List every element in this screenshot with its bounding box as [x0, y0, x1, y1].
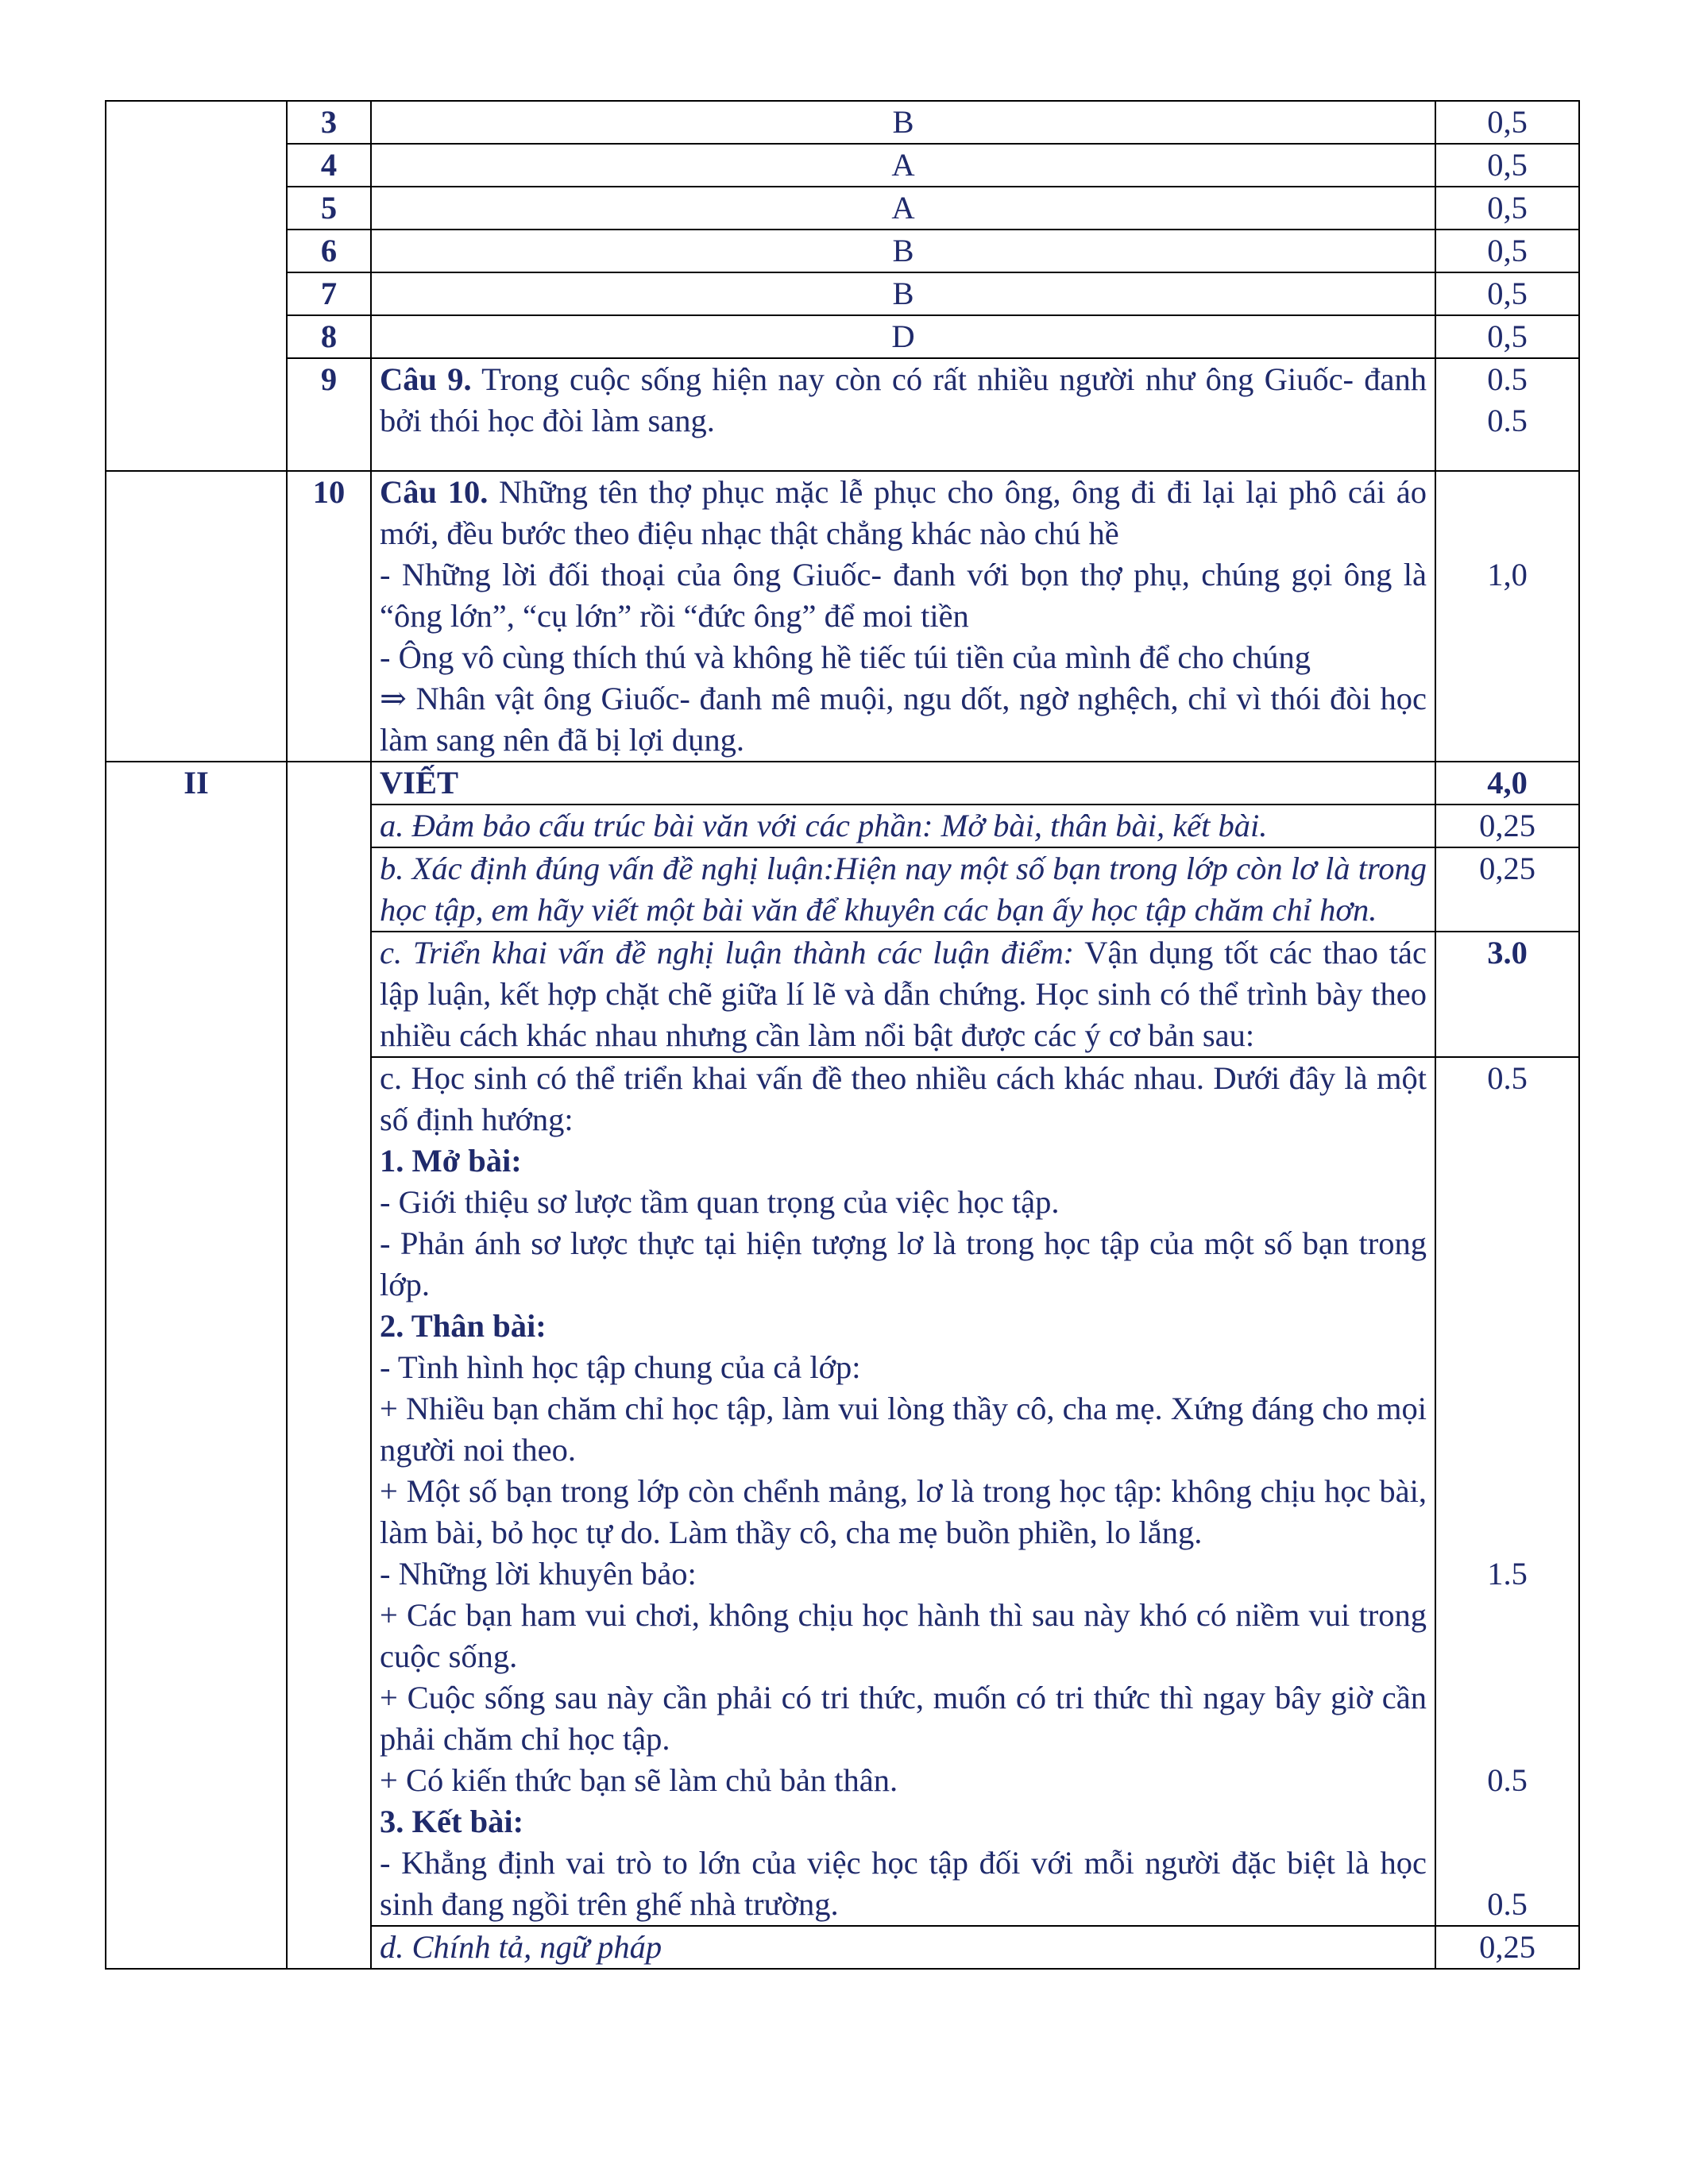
answer-cell: B	[371, 230, 1435, 272]
question-number: 6	[287, 230, 371, 272]
score-value: 1.5	[1487, 1556, 1528, 1592]
table-row	[106, 187, 1579, 230]
score-value: 0.5	[1487, 1762, 1528, 1798]
question-label: Câu 10.	[380, 474, 489, 510]
score-value: 0.5	[1487, 403, 1528, 438]
heading-mo-bai: 1. Mở bài:	[380, 1143, 522, 1179]
table-row	[106, 101, 1579, 144]
detail-line: + Cuộc sống sau này cần phải có tri thức, muốn có tri thức thì ngay bây giờ cần phải chăm chỉ học tập.	[380, 1680, 1427, 1757]
section-cell	[106, 101, 287, 471]
answer-bullet: - Ông vô cùng thích thú và không hề tiếc túi tiền của mình để cho chúng	[380, 639, 1311, 675]
answer-cell: B	[371, 272, 1435, 315]
score-cell: 0,5	[1435, 315, 1579, 358]
question-number: 3	[287, 101, 371, 144]
detail-line: + Nhiều bạn chăm chỉ học tập, làm vui lòng thầy cô, cha mẹ. Xứng đáng cho mọi người noi theo.	[380, 1391, 1427, 1468]
score-cell: 0,25	[1435, 805, 1579, 847]
table-row	[106, 272, 1579, 315]
question-9-answer	[371, 358, 1435, 471]
score-cell: 3.0	[1435, 932, 1579, 1057]
section-cell	[106, 471, 287, 762]
answer-cell: A	[371, 187, 1435, 230]
answer-cell: D	[371, 315, 1435, 358]
detail-intro: c. Học sinh có thể triển khai vấn đề theo nhiều cách khác nhau. Dưới đây là một số định hướng:	[380, 1060, 1427, 1137]
detail-line: + Các bạn ham vui chơi, không chịu học hành thì sau này khó có niềm vui trong cuộc sống.	[380, 1597, 1427, 1674]
section-total: 4,0	[1435, 762, 1579, 805]
score-cell: 0,5	[1435, 272, 1579, 315]
detail-line: - Phản ánh sơ lược thực tại hiện tượng lơ là trong học tập của một số bạn trong lớp.	[380, 1225, 1427, 1302]
answer-cell: B	[371, 101, 1435, 144]
question-number: 7	[287, 272, 371, 315]
table-row	[106, 144, 1579, 187]
section-title: VIẾT	[371, 762, 1435, 805]
table-row-q10	[106, 471, 1579, 762]
question-10-answer	[371, 471, 1435, 762]
score-value: 0.5	[1487, 361, 1528, 397]
table-row	[106, 230, 1579, 272]
heading-ket-bai: 3. Kết bài:	[380, 1804, 524, 1839]
criterion-c-detail	[371, 1057, 1435, 1926]
score-cell: 0,5	[1435, 187, 1579, 230]
score-cell: 0,5	[1435, 144, 1579, 187]
score-cell	[1435, 1057, 1579, 1926]
answer-cell: A	[371, 144, 1435, 187]
detail-line: - Khẳng định vai trò to lớn của việc học tập đối với mỗi người đặc biệt là học sinh đang ngồi trên ghế nhà trường.	[380, 1845, 1427, 1922]
table-row-writing-header	[106, 762, 1579, 805]
heading-than-bai: 2. Thân bài:	[380, 1308, 547, 1344]
question-label: Câu 9.	[380, 361, 472, 397]
criterion-a: a. Đảm bảo cấu trúc bài văn với các phần: Mở bài, thân bài, kết bài.	[371, 805, 1435, 847]
score-cell: 0,25	[1435, 847, 1579, 932]
criterion-d: d. Chính tả, ngữ pháp	[371, 1926, 1435, 1969]
question-text: Những tên thợ phục mặc lễ phục cho ông, ông đi đi lại lại phô cái áo mới, đều bước theo điệu nhạc thật chẳng khác nào chú hề	[380, 474, 1427, 551]
score-cell: 0,25	[1435, 1926, 1579, 1969]
score-value: 0.5	[1487, 1060, 1528, 1096]
question-number: 4	[287, 144, 371, 187]
detail-line: + Có kiến thức bạn sẽ làm chủ bản thân.	[380, 1762, 898, 1798]
table-row-q9	[106, 358, 1579, 471]
question-number: 5	[287, 187, 371, 230]
score-value: 0.5	[1487, 1886, 1528, 1922]
criterion-b: b. Xác định đúng vấn đề nghị luận:Hiện nay một số bạn trong lớp còn lơ là trong học tập, em hãy viết một bài văn để khuyên các bạn ấy học tập chăm chỉ hơn.	[371, 847, 1435, 932]
detail-line: - Giới thiệu sơ lược tầm quan trọng của việc học tập.	[380, 1184, 1060, 1220]
score-value: 1,0	[1487, 557, 1528, 592]
criterion-c-text: Vận dụng tốt các thao tác lập luận, kết hợp chặt chẽ giữa lí lẽ và dẫn chứng. Học sinh có thể trình bày theo nhiều cách khác nhau nhưng cần làm nổi bật được các ý cơ bản sau:	[380, 935, 1427, 1053]
detail-line: - Những lời khuyên bảo:	[380, 1556, 697, 1592]
section-label: II	[106, 762, 287, 1969]
criterion-c-heading: c. Triển khai vấn đề nghị luận thành các luận điểm:	[380, 935, 1075, 970]
question-number-empty	[287, 762, 371, 1969]
detail-line: - Tình hình học tập chung của cả lớp:	[380, 1349, 861, 1385]
score-cell	[1435, 471, 1579, 762]
criterion-c	[371, 932, 1435, 1057]
question-number: 9	[287, 358, 371, 471]
score-cell: 0,5	[1435, 101, 1579, 144]
score-cell	[1435, 358, 1579, 471]
question-number: 10	[287, 471, 371, 762]
answer-conclusion: ⇒ Nhân vật ông Giuốc- đanh mê muội, ngu dốt, ngờ nghệch, chỉ vì thói đòi học làm sang nên đã bị lợi dụng.	[380, 681, 1427, 758]
detail-line: + Một số bạn trong lớp còn chểnh mảng, lơ là trong học tập: không chịu học bài, làm bài, bỏ học tự do. Làm thầy cô, cha mẹ buồn phiền, lo lắng.	[380, 1473, 1427, 1550]
answer-key-table	[105, 100, 1580, 1970]
table-row	[106, 315, 1579, 358]
answer-bullet: - Những lời đối thoại của ông Giuốc- đanh với bọn thợ phụ, chúng gọi ông là “ông lớn”, “cụ lớn” rồi “đức ông” để moi tiền	[380, 557, 1427, 634]
question-number: 8	[287, 315, 371, 358]
score-cell: 0,5	[1435, 230, 1579, 272]
question-text: Trong cuộc sống hiện nay còn có rất nhiều người như ông Giuốc- đanh bởi thói học đòi làm sang.	[380, 361, 1427, 438]
